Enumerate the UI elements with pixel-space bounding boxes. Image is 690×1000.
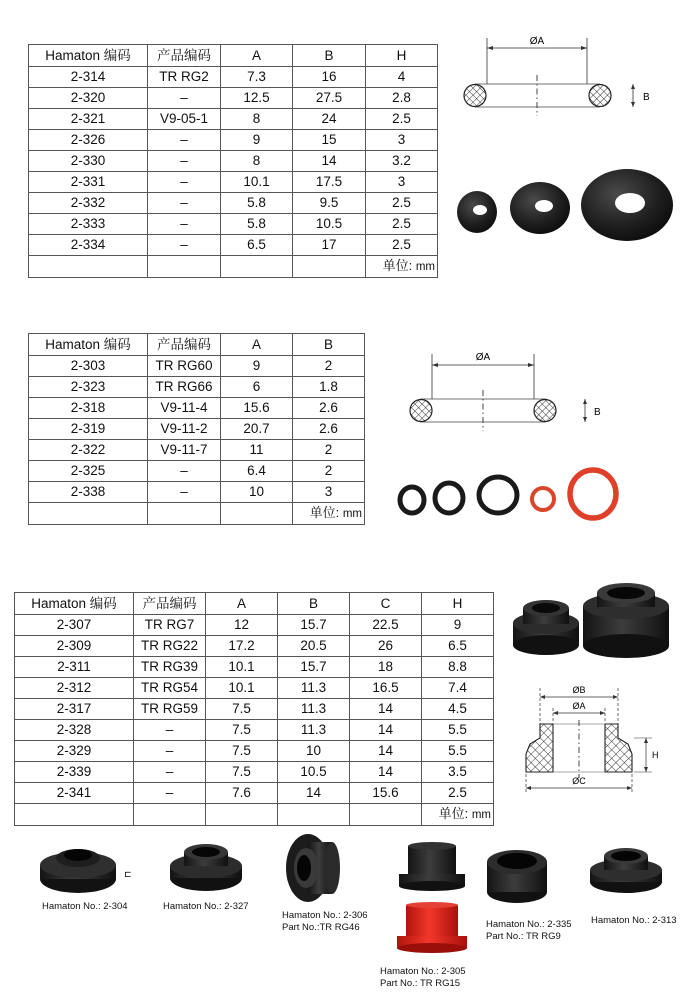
table-cell: 6 — [221, 377, 293, 398]
table-cell: TR RG2 — [148, 67, 221, 88]
dim-a-label: ØA — [475, 352, 491, 363]
unit-row — [29, 256, 438, 278]
table-cell: 7.5 — [206, 699, 278, 720]
column-header: H — [366, 45, 438, 67]
table-cell: 2-320 — [29, 88, 148, 109]
table-cell: 2-309 — [15, 636, 134, 657]
table-cell: 1.8 — [293, 377, 365, 398]
table-header-row — [15, 593, 494, 615]
table-cell: 8 — [221, 151, 293, 172]
table-cell: 3.2 — [366, 151, 438, 172]
table-row — [29, 398, 365, 419]
dim-c-label: ØC — [572, 776, 586, 786]
table-cell: 2-338 — [29, 482, 148, 503]
table-cell: 8 — [221, 109, 293, 130]
caption-2-313: Hamaton No.: 2-313 — [591, 915, 677, 926]
table-row — [29, 172, 438, 193]
table-cell: 10.5 — [293, 214, 366, 235]
product-photo-2-327 — [164, 836, 250, 896]
table-header-row — [29, 334, 365, 356]
table-cell: – — [148, 88, 221, 109]
table-row — [29, 482, 365, 503]
table-cell: 5.5 — [422, 741, 494, 762]
table-cell: 2.5 — [366, 109, 438, 130]
table-cell: 3 — [293, 482, 365, 503]
table-cell: 14 — [350, 741, 422, 762]
unit-label: 单位: — [438, 806, 469, 821]
table-cell: 2 — [293, 440, 365, 461]
table-cell: 2-339 — [15, 762, 134, 783]
table-cell: 22.5 — [350, 615, 422, 636]
table-cell: 11 — [221, 440, 293, 461]
column-header: Hamaton 编码 — [29, 45, 148, 67]
empty-cell — [134, 804, 206, 826]
product-photo-2-335 — [484, 844, 550, 906]
table-cell: 2.8 — [366, 88, 438, 109]
table-cell: 5.5 — [422, 720, 494, 741]
spec-table-3 — [14, 592, 494, 826]
empty-cell — [278, 804, 350, 826]
table-cell: 9 — [221, 356, 293, 377]
table-cell: 2-307 — [15, 615, 134, 636]
oring-drawing-2 — [397, 344, 612, 444]
table-cell: 2-314 — [29, 67, 148, 88]
unit-row — [29, 503, 365, 525]
table-row — [15, 636, 494, 657]
table-cell: – — [148, 151, 221, 172]
product-photo-2-306 — [282, 828, 342, 908]
dim-b-label: B — [643, 92, 650, 103]
table-cell: 6.5 — [422, 636, 494, 657]
table-cell: 7.5 — [206, 762, 278, 783]
column-header: A — [221, 334, 293, 356]
table-cell: 2-326 — [29, 130, 148, 151]
table-cell: 2-321 — [29, 109, 148, 130]
table-row — [29, 419, 365, 440]
table-cell: 2.5 — [422, 783, 494, 804]
table-cell: 10.1 — [206, 678, 278, 699]
table-cell: 2-332 — [29, 193, 148, 214]
stray-mark: ⊏ — [124, 870, 132, 880]
column-header: B — [293, 45, 366, 67]
dim-b-label: B — [594, 407, 601, 418]
unit-cell — [366, 256, 438, 278]
table-cell: 26 — [350, 636, 422, 657]
column-header: Hamaton 编码 — [15, 593, 134, 615]
table-header-row — [29, 45, 438, 67]
unit-row — [15, 804, 494, 826]
table-cell: 17.2 — [206, 636, 278, 657]
empty-cell — [15, 804, 134, 826]
unit-value: mm — [342, 508, 362, 520]
table-cell: 2-331 — [29, 172, 148, 193]
table-cell: V9-11-2 — [148, 419, 221, 440]
unit-label: 单位: — [382, 258, 413, 273]
table-cell: 5.8 — [221, 193, 293, 214]
table-cell: 2-341 — [15, 783, 134, 804]
table-cell: 2-322 — [29, 440, 148, 461]
table-cell: TR RG39 — [134, 657, 206, 678]
table-cell: 11.3 — [278, 720, 350, 741]
table-cell: 18 — [350, 657, 422, 678]
table-cell: 2-333 — [29, 214, 148, 235]
table-row — [15, 657, 494, 678]
table-cell: TR RG59 — [134, 699, 206, 720]
table-cell: 9.5 — [293, 193, 366, 214]
table-cell: 7.5 — [206, 720, 278, 741]
table-row — [29, 461, 365, 482]
table-cell: 2-330 — [29, 151, 148, 172]
table-cell: V9-11-4 — [148, 398, 221, 419]
dim-a-label: ØA — [572, 701, 586, 711]
table-cell: – — [134, 783, 206, 804]
table-cell: TR RG22 — [134, 636, 206, 657]
table-cell: 2.6 — [293, 419, 365, 440]
column-header: H — [422, 593, 494, 615]
table-cell: 2.5 — [366, 235, 438, 256]
table-cell: 2-328 — [15, 720, 134, 741]
product-photo-2-305-black — [396, 842, 468, 896]
product-photo-2-305-red — [394, 902, 470, 958]
table-cell: – — [148, 130, 221, 151]
table-cell: 2.5 — [366, 193, 438, 214]
table-cell: 2-317 — [15, 699, 134, 720]
table-cell: 12.5 — [221, 88, 293, 109]
table-row — [29, 193, 438, 214]
table-cell: 7.3 — [221, 67, 293, 88]
empty-cell — [29, 503, 148, 525]
table-cell: 3.5 — [422, 762, 494, 783]
column-header: A — [221, 45, 293, 67]
table-cell: 15.6 — [221, 398, 293, 419]
table-cell: 9 — [221, 130, 293, 151]
table-row — [29, 130, 438, 151]
table-cell: 15.7 — [278, 615, 350, 636]
caption-2-306: Hamaton No.: 2-306 Part No.:TR RG46 — [282, 910, 368, 933]
table-cell: 24 — [293, 109, 366, 130]
table-cell: 2 — [293, 461, 365, 482]
table-cell: 17.5 — [293, 172, 366, 193]
empty-cell — [148, 503, 221, 525]
washers-photo — [452, 160, 677, 242]
table-cell: V9-05-1 — [148, 109, 221, 130]
table-cell: 16 — [293, 67, 366, 88]
table-cell: – — [134, 762, 206, 783]
table-cell: 2 — [293, 356, 365, 377]
table-row — [15, 741, 494, 762]
table-cell: 10.1 — [221, 172, 293, 193]
table-cell: 2-325 — [29, 461, 148, 482]
table-cell: – — [134, 741, 206, 762]
table-cell: 17 — [293, 235, 366, 256]
table-row — [29, 356, 365, 377]
table-cell: 14 — [350, 720, 422, 741]
table-cell: 12 — [206, 615, 278, 636]
table-cell: 10 — [278, 741, 350, 762]
orings-photo — [392, 462, 632, 524]
table-cell: 6.4 — [221, 461, 293, 482]
column-header: 产品编码 — [148, 334, 221, 356]
table-cell: 14 — [350, 762, 422, 783]
unit-value: mm — [471, 809, 491, 821]
table-cell: 7.4 — [422, 678, 494, 699]
table-cell: 7.5 — [206, 741, 278, 762]
caption-2-305: Hamaton No.: 2-305 Part No.: TR RG15 — [380, 966, 466, 989]
table-cell: 2.5 — [366, 214, 438, 235]
column-header: 产品编码 — [134, 593, 206, 615]
table-cell: 10.1 — [206, 657, 278, 678]
table-cell: 3 — [366, 172, 438, 193]
table-cell: 15.6 — [350, 783, 422, 804]
table-cell: 2-323 — [29, 377, 148, 398]
table-cell: – — [148, 461, 221, 482]
table-cell: TR RG7 — [134, 615, 206, 636]
table-cell: 10.5 — [278, 762, 350, 783]
table-cell: – — [148, 193, 221, 214]
table-cell: 27.5 — [293, 88, 366, 109]
unit-label: 单位: — [309, 505, 340, 520]
product-photo-2-313 — [586, 842, 666, 896]
table-cell: – — [148, 214, 221, 235]
table-row — [15, 783, 494, 804]
unit-cell — [293, 503, 365, 525]
table-row — [29, 109, 438, 130]
table-cell: 2-303 — [29, 356, 148, 377]
column-header: C — [350, 593, 422, 615]
table-row — [29, 67, 438, 88]
column-header: B — [293, 334, 365, 356]
table-cell: 2-318 — [29, 398, 148, 419]
dim-a-label: ØA — [529, 36, 545, 47]
table-cell: V9-11-7 — [148, 440, 221, 461]
table-cell: 4 — [366, 67, 438, 88]
caption-2-304: Hamaton No.: 2-304 — [42, 901, 128, 912]
table-cell: 15 — [293, 130, 366, 151]
empty-cell — [350, 804, 422, 826]
table-cell: 2-319 — [29, 419, 148, 440]
empty-cell — [206, 804, 278, 826]
table-cell: 14 — [278, 783, 350, 804]
table-cell: 9 — [422, 615, 494, 636]
table-cell: 5.8 — [221, 214, 293, 235]
table-cell: 4.5 — [422, 699, 494, 720]
table-row — [29, 235, 438, 256]
table-cell: 14 — [293, 151, 366, 172]
table-row — [15, 762, 494, 783]
dim-h-label: H — [652, 750, 659, 760]
unit-value: mm — [415, 261, 435, 273]
table-row — [15, 615, 494, 636]
table-row — [29, 88, 438, 109]
table-cell: 11.3 — [278, 699, 350, 720]
spec-table-1 — [28, 44, 438, 278]
table-row — [29, 377, 365, 398]
empty-cell — [221, 256, 293, 278]
table-cell: 11.3 — [278, 678, 350, 699]
table-row — [15, 699, 494, 720]
column-header: A — [206, 593, 278, 615]
spec-table-2 — [28, 333, 365, 525]
table-cell: TR RG54 — [134, 678, 206, 699]
table-cell: 6.5 — [221, 235, 293, 256]
table-cell: 8.8 — [422, 657, 494, 678]
table-cell: 2.6 — [293, 398, 365, 419]
table-cell: 2-312 — [15, 678, 134, 699]
unit-cell — [422, 804, 494, 826]
table-cell: 15.7 — [278, 657, 350, 678]
table-row — [29, 151, 438, 172]
table-cell: 20.7 — [221, 419, 293, 440]
table-cell: 2-311 — [15, 657, 134, 678]
oring-drawing-1 — [455, 28, 670, 128]
caption-2-327: Hamaton No.: 2-327 — [163, 901, 249, 912]
table-cell: – — [148, 482, 221, 503]
table-row — [15, 678, 494, 699]
table-cell: 7.6 — [206, 783, 278, 804]
empty-cell — [29, 256, 148, 278]
table-row — [29, 214, 438, 235]
table-cell: – — [148, 172, 221, 193]
table-cell: 14 — [350, 699, 422, 720]
grommet-drawing — [518, 682, 668, 800]
table-cell: 16.5 — [350, 678, 422, 699]
grommet-photo — [505, 578, 680, 678]
table-cell: – — [148, 235, 221, 256]
table-cell: 2-334 — [29, 235, 148, 256]
table-cell: 20.5 — [278, 636, 350, 657]
table-cell: 3 — [366, 130, 438, 151]
column-header: 产品编码 — [148, 45, 221, 67]
empty-cell — [148, 256, 221, 278]
table-cell: TR RG66 — [148, 377, 221, 398]
table-row — [15, 720, 494, 741]
table-cell: 2-329 — [15, 741, 134, 762]
table-row — [29, 440, 365, 461]
column-header: Hamaton 编码 — [29, 334, 148, 356]
table-cell: 10 — [221, 482, 293, 503]
empty-cell — [221, 503, 293, 525]
table-cell: – — [134, 720, 206, 741]
product-photo-2-304 — [36, 835, 136, 899]
dim-b-label: ØB — [572, 685, 586, 695]
table-cell: TR RG60 — [148, 356, 221, 377]
empty-cell — [293, 256, 366, 278]
caption-2-335: Hamaton No.: 2-335 Part No.: TR RG9 — [486, 919, 572, 942]
column-header: B — [278, 593, 350, 615]
